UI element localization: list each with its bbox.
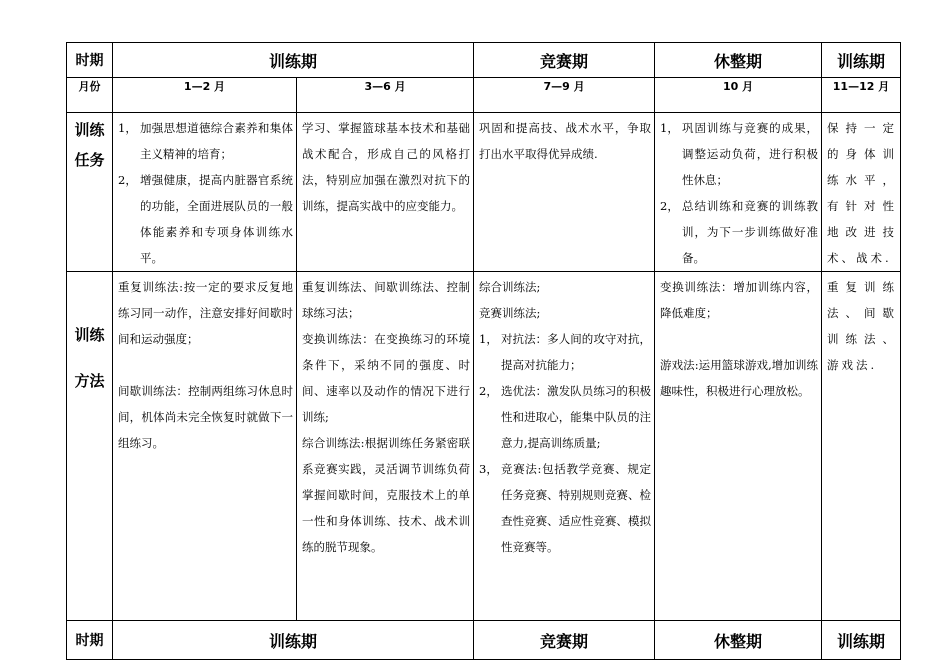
methods-col3	[474, 272, 655, 621]
month-row	[67, 78, 901, 113]
methods-label-line1: 训练	[74, 326, 105, 344]
tasks-col4	[655, 113, 822, 272]
paragraph: 间歇训练法：控制两组练习休息时间，机体尚未完全恢复时就做下一组练习。	[118, 384, 293, 450]
paragraph: 综合训练法:根据训练任务紧密联系竞赛实践，灵活调节训练负荷掌握间歇时间，克服技术上的单一性和身体训练、技术、战术训练的脱节现象。	[302, 436, 471, 554]
tasks-label	[67, 113, 113, 272]
list-item: 2， 增强健康，提高内脏器官系统的功能，全面进展队员的一般体能素养和专项身体训练水平。	[118, 173, 293, 265]
methods-label	[67, 272, 113, 621]
phase-rest: 休整期	[655, 43, 822, 78]
list-item: 3， 竞赛法:包括教学竞赛、规定任务竞赛、特别规则竞赛、检查性竞赛、适应性竞赛、模拟性竞赛等。	[479, 462, 652, 554]
phase-training-1: 训练期	[113, 43, 474, 78]
period-label-footer: 时期	[67, 621, 113, 660]
paragraph: 变换训练法：在变换练习的环境条件下，采纳不同的强度、时间、速率以及动作的情况下进行训练;	[302, 332, 471, 424]
paragraph: 游戏法:运用篮球游戏,增加训练趣味性，积极进行心理放松。	[660, 358, 819, 398]
methods-label-line2: 方法	[74, 372, 105, 390]
list-item: 2， 选优法：激发队员练习的积极性和进取心，能集中队员的注意力,提高训练质量;	[479, 384, 652, 450]
list-item: 1， 加强思想道德综合素养和集体主义精神的培育；	[118, 121, 293, 161]
list-item: 2， 总结训练和竞赛的训练教训，为下一步训练做好准备。	[660, 199, 819, 265]
phase-training-2: 训练期	[822, 43, 901, 78]
methods-col5: 重复训练法、间歇训练法、游戏法.	[822, 272, 901, 621]
training-plan-table	[66, 42, 901, 660]
list-item: 1， 巩固训练与竞赛的成果，调整运动负荷，进行积极性休息；	[660, 121, 819, 187]
methods-col4	[655, 272, 822, 621]
month-10: 10 月	[655, 78, 822, 113]
tasks-row	[67, 113, 901, 272]
tasks-label-line1: 训练	[74, 121, 105, 139]
list-item: 1， 对抗法：多人间的攻守对抗，提高对抗能力；	[479, 332, 652, 372]
methods-col1	[113, 272, 297, 621]
phase-training-1-footer: 训练期	[113, 621, 474, 660]
tasks-col5: 保持一定的身体训练水平，有针对性地改进技术、战术.	[822, 113, 901, 272]
phase-training-2-footer: 训练期	[822, 621, 901, 660]
tasks-col3: 巩固和提高技、战术水平，争取打出水平取得优异成绩.	[474, 113, 655, 272]
tasks-col2: 学习、掌握篮球基本技术和基础战术配合，形成自己的风格打法，特别应加强在激烈对抗下的训练，提高实战中的应变能力。	[297, 113, 474, 272]
phase-rest-footer: 休整期	[655, 621, 822, 660]
methods-col2	[297, 272, 474, 621]
month-11-12: 11—12 月	[822, 78, 901, 113]
paragraph: 综合训练法;	[479, 280, 541, 294]
month-3-6: 3—6 月	[297, 78, 474, 113]
phase-competition-footer: 竞赛期	[474, 621, 655, 660]
header-row	[67, 43, 901, 78]
phase-competition: 竞赛期	[474, 43, 655, 78]
tasks-label-line2: 任务	[74, 151, 105, 169]
paragraph: 重复训练法、间歇训练法、控制球练习法；	[302, 280, 471, 320]
tasks-col1	[113, 113, 297, 272]
month-label: 月份	[67, 78, 113, 113]
month-1-2: 1—2 月	[113, 78, 297, 113]
month-7-9: 7—9 月	[474, 78, 655, 113]
paragraph: 变换训练法：增加训练内容，降低难度；	[660, 280, 819, 320]
paragraph: 重复训练法:按一定的要求反复地练习同一动作，注意安排好间歇时间和运动强度；	[118, 280, 293, 346]
footer-row	[67, 621, 901, 660]
period-label: 时期	[67, 43, 113, 78]
methods-row	[67, 272, 901, 621]
paragraph: 竞赛训练法;	[479, 306, 541, 320]
